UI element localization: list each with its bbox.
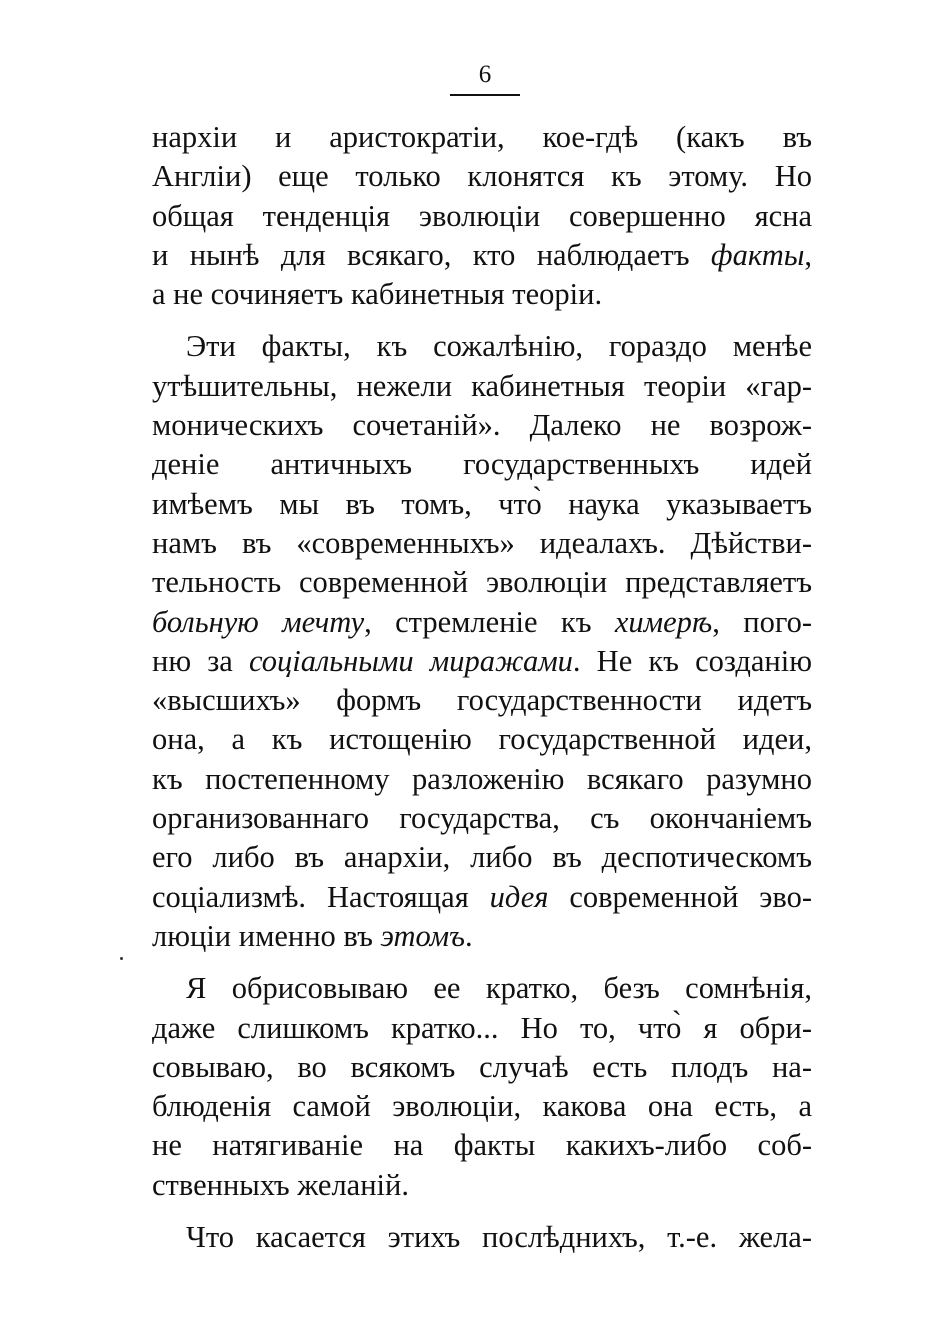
paragraph-gap (152, 1205, 812, 1218)
text-line (152, 878, 812, 917)
text-line (152, 799, 812, 838)
text-line (152, 275, 812, 314)
text-run: а не сочиняетъ кабинетныя теоріи. (152, 277, 603, 312)
text-run: , стремленіе къ (364, 604, 615, 639)
text-run: имѣемъ мы въ томъ, что̀ наука указываетъ (152, 486, 812, 521)
text-run: совываю, во всякомъ случаѣ есть плодъ на- (152, 1049, 812, 1084)
text-line (152, 1218, 812, 1257)
text-run: . (464, 918, 473, 953)
text-line (152, 1126, 812, 1165)
text-run: соціализмѣ. Настоящая (152, 879, 490, 914)
text-run: Что касается этихъ послѣднихъ, т.-е. жела- (186, 1220, 812, 1255)
body-text (152, 118, 812, 1257)
paragraph (152, 1218, 812, 1257)
paragraph-gap (152, 956, 812, 969)
paragraph-gap (152, 314, 812, 327)
italic-phrase: соціальными миражами (248, 643, 573, 678)
text-run: ню за (152, 643, 249, 678)
text-run: современной эво- (548, 879, 812, 914)
text-run: Англіи) еще только клонятся къ этому. Но (152, 159, 812, 194)
text-run: даже слишкомъ кратко... Но то, что̀ я обри- (152, 1010, 812, 1045)
page-number-rule (450, 94, 520, 96)
text-run: его либо въ анархіи, либо въ деспотическомъ (152, 840, 812, 875)
text-run: намъ въ «современныхъ» идеалахъ. Дѣйстви- (152, 525, 812, 560)
text-run: къ постепенному разложенію всякаго разумно (152, 761, 812, 796)
text-line (152, 406, 812, 445)
text-run: Эти факты, къ сожалѣнію, гораздо менѣе (186, 329, 812, 364)
italic-phrase: больную мечту (152, 604, 365, 639)
text-line (152, 236, 812, 275)
text-line (152, 1009, 812, 1048)
text-line (152, 917, 812, 956)
text-line (152, 969, 812, 1008)
text-run: , пого- (712, 604, 812, 639)
text-line (152, 838, 812, 877)
text-run: она, а къ истощенію государственной идеи, (152, 722, 812, 757)
text-run: утѣшительны, нежели кабинетныя теоріи «гар- (152, 368, 812, 403)
text-line (152, 118, 812, 157)
text-line (152, 720, 812, 759)
print-speck (120, 957, 123, 960)
text-line (152, 157, 812, 196)
text-run: «высшихъ» формъ государственности идетъ (152, 683, 812, 718)
text-line (152, 1087, 812, 1126)
italic-phrase: химерѣ (614, 604, 713, 639)
text-line (152, 367, 812, 406)
paragraph (152, 118, 812, 314)
text-run: и нынѣ для всякаго, кто наблюдаетъ (152, 237, 711, 272)
text-line (152, 563, 812, 602)
text-run: деніе античныхъ государственныхъ идей (152, 447, 812, 482)
text-line (152, 197, 812, 236)
text-line (152, 760, 812, 799)
italic-phrase: этомъ (380, 918, 465, 953)
text-line (152, 681, 812, 720)
text-run: общая тенденція эволюціи совершенно ясна (152, 198, 812, 233)
text-run: моническихъ сочетаній». Далеко не возрож- (152, 408, 812, 443)
text-line (152, 1166, 812, 1205)
text-line (152, 485, 812, 524)
text-line (152, 642, 812, 681)
text-run: блюденія самой эволюціи, какова она есть, а (152, 1089, 812, 1124)
text-run: . Не къ созданію (572, 643, 812, 678)
text-line (152, 445, 812, 484)
page-number: 6 (478, 61, 492, 88)
italic-phrase: факты (710, 237, 805, 272)
text-run: тельность современной эволюціи представляетъ (152, 565, 812, 600)
text-run: ственныхъ желаній. (152, 1167, 409, 1202)
text-run: , (804, 237, 812, 272)
text-run: люціи именно въ (152, 918, 381, 953)
text-line (152, 524, 812, 563)
text-run: не натягиваніе на факты какихъ-либо соб- (152, 1128, 812, 1163)
text-line (152, 1048, 812, 1087)
italic-phrase: идея (489, 879, 549, 914)
paragraph (152, 327, 812, 956)
paragraph (152, 969, 812, 1205)
text-line (152, 603, 812, 642)
text-line (152, 327, 812, 366)
text-run: нархіи и аристократіи, кое-гдѣ (какъ въ (152, 120, 812, 154)
text-run: организованнаго государства, съ окончаніемъ (152, 801, 812, 836)
text-run: Я обрисовываю ее кратко, безъ сомнѣнія, (186, 971, 812, 1006)
